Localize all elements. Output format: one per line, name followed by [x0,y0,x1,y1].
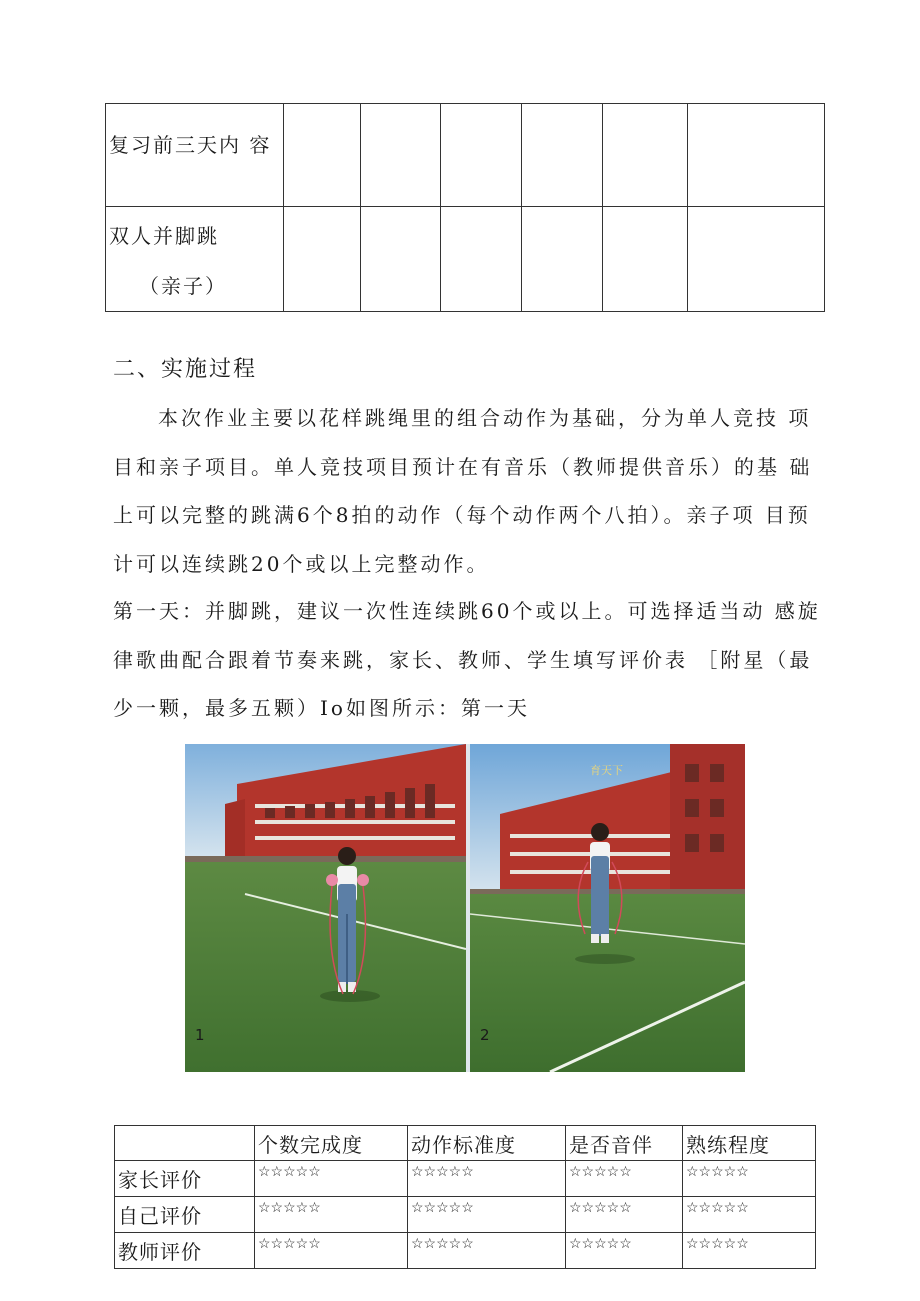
empty-cell [688,207,825,312]
photo-figure [185,744,745,1072]
row-label-cell [106,104,284,207]
empty-cell [361,207,441,312]
empty-cell [284,104,361,207]
star-rating: ☆☆☆☆☆ [255,1197,408,1233]
empty-cell [441,104,522,207]
column-header: 熟练程度 [683,1126,816,1161]
row-label-cell [106,207,284,312]
star-rating: ☆☆☆☆☆ [408,1233,566,1269]
star-rating: ☆☆☆☆☆ [566,1161,683,1197]
table-row [106,207,825,312]
table-row [106,104,825,207]
paragraph-day-one: 第一天：并脚跳，建议一次性连续跳60个或以上。可选择适当动 感旋律歌曲配合跟着节奏来跳，家长、教师、学生填写评价表 ［附星（最少一颗，最多五颗）Io如图所示：第一天 [113,599,821,720]
row-label: 教师评价 [115,1233,255,1269]
column-header: 是否音伴 [566,1126,683,1161]
row-label: 自己评价 [115,1197,255,1233]
row-label: 复习前三天内 容 [109,133,272,157]
star-rating: ☆☆☆☆☆ [255,1161,408,1197]
table-row [115,1197,816,1233]
empty-cell [441,207,522,312]
row-label: 家长评价 [115,1161,255,1197]
photo-jump-rope-2 [470,744,745,1072]
column-header [115,1126,255,1161]
empty-cell [361,104,441,207]
star-rating: ☆☆☆☆☆ [408,1161,566,1197]
empty-cell [522,207,603,312]
building-banner: 育天下 [590,764,623,777]
row-label-sub: （亲子） [139,274,227,298]
empty-cell [284,207,361,312]
top-schedule-table [105,103,825,312]
table-row [115,1161,816,1197]
section-heading: 二、实施过程 [113,357,258,382]
photo-jump-rope-1 [185,744,466,1072]
star-rating: ☆☆☆☆☆ [683,1197,816,1233]
paragraph-intro: 本次作业主要以花样跳绳里的组合动作为基础，分为单人竞技 项目和亲子项目。单人竞技项目预计在有音乐（教师提供音乐）的基 础上可以完整的跳满6个8拍的动作（每个动作两个八拍）。亲子项 目预计可以连续跳20个或以上完整动作。 [113,406,813,576]
star-rating: ☆☆☆☆☆ [683,1233,816,1269]
star-rating: ☆☆☆☆☆ [566,1233,683,1269]
column-header: 动作标准度 [408,1126,566,1161]
table-header-row [115,1126,816,1161]
evaluation-table [114,1125,816,1269]
table-row [115,1233,816,1269]
photo-number: 2 [480,1026,490,1044]
empty-cell [522,104,603,207]
column-header: 个数完成度 [255,1126,408,1161]
empty-cell [603,207,688,312]
photo-number: 1 [195,1026,205,1044]
row-label: 双人并脚跳 [109,224,219,248]
star-rating: ☆☆☆☆☆ [683,1161,816,1197]
empty-cell [603,104,688,207]
empty-cell [688,104,825,207]
star-rating: ☆☆☆☆☆ [566,1197,683,1233]
star-rating: ☆☆☆☆☆ [255,1233,408,1269]
star-rating: ☆☆☆☆☆ [408,1197,566,1233]
